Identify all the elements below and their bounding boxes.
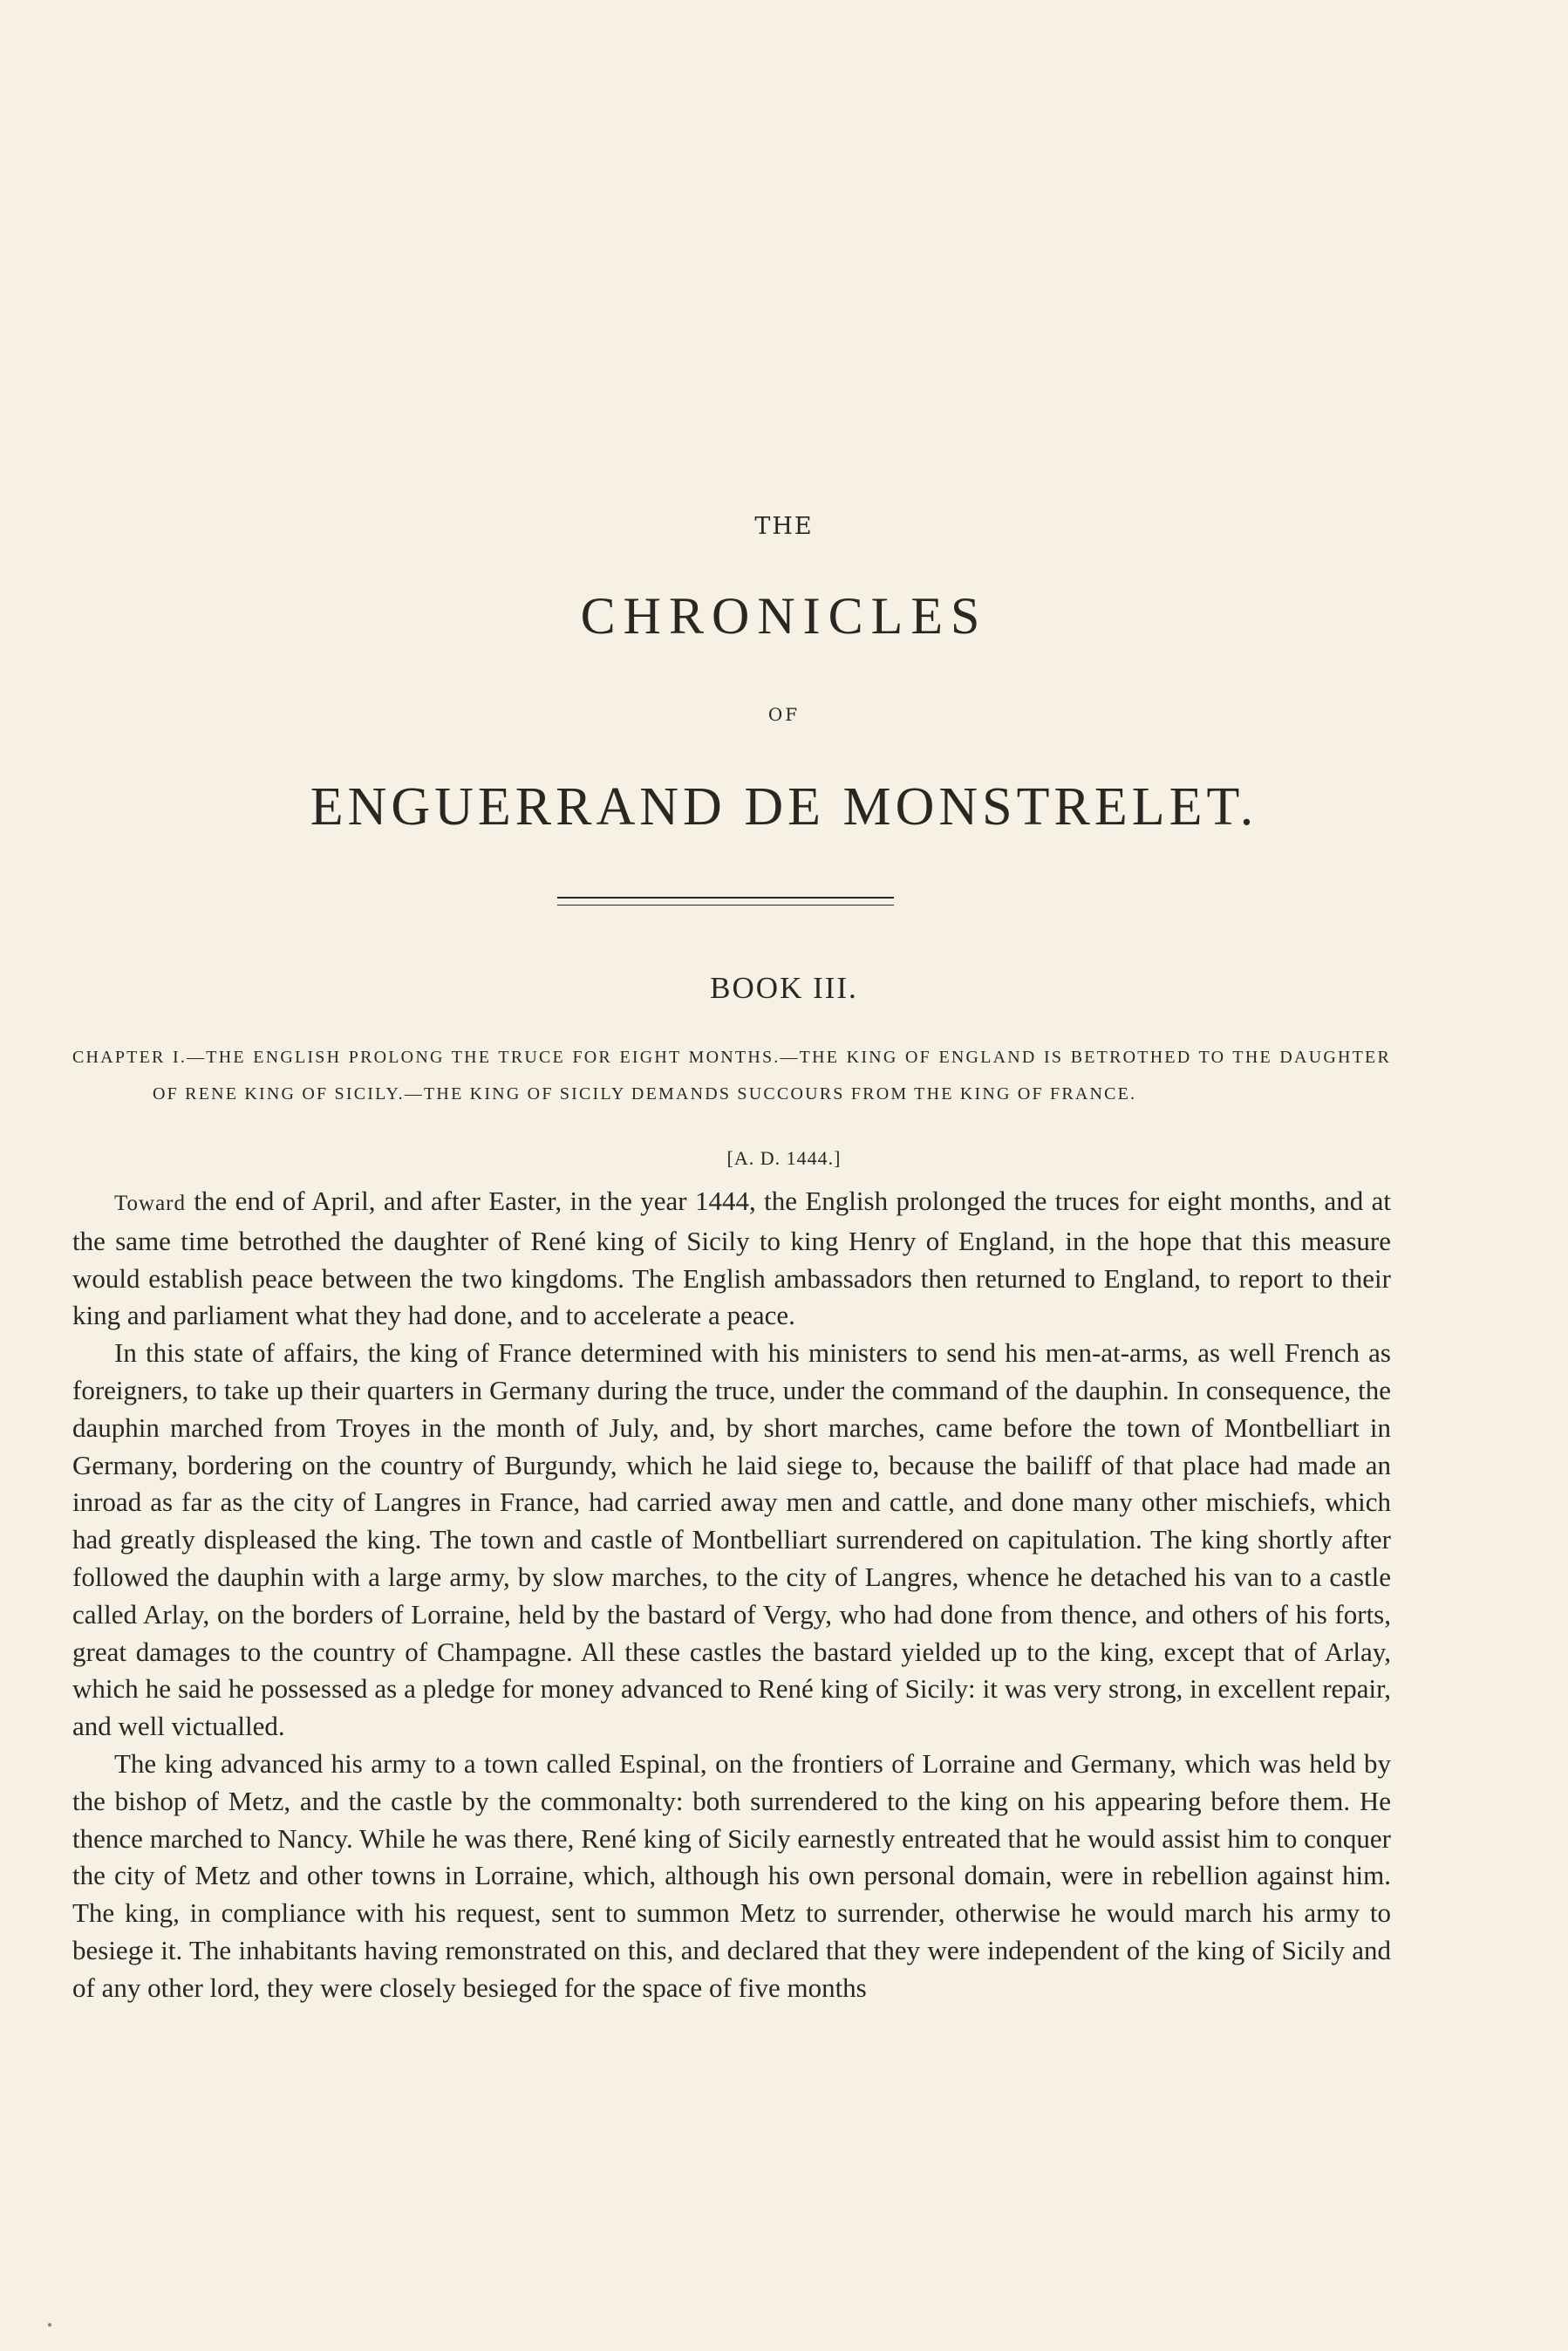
paragraph-1-rest: the end of April, and after Easter, in the year 1444, the English prolonged the truces for eight months, and at the same time betrothed the daughter of René king of Sicily to king Henry of England, in the hope that this measure would establish peace between the two kingdoms. The English ambassadors then returned to England, to report to their king and parliament what they had done, and to accelerate a peace. [72,1186,1391,1331]
paragraph-2: In this state of affairs, the king of France determined with his ministers to send his men-at-arms, as well French as foreigners, to take up their quarters in Germany during the truce, under the command of the dauphin. In consequence, the dauphin marched from Troyes in the month of July, and, by short marches, came before the town of Montbelliart in Germany, bordering on the country of Burgundy, which he laid siege to, because the bailiff of that place had made an inroad as far as the city of Langres in France, had carried away men and cattle, and done many other mischiefs, which had greatly displeased the king. The town and castle of Montbelliart surrendered on capitulation. The king shortly after followed the dauphin with a large army, by slow marches, to the city of Langres, whence he detached his van to a castle called Arlay, on the borders of Lorraine, held by the bastard of Vergy, who had done from thence, and others of his forts, great damages to the country of Champagne. All these castles the bastard yielded up to the king, except that of Arlay, which he said he possessed as a pledge for money advanced to René king of Sicily: it was very strong, in excellent repair, and well victualled. [72,1337,1391,1742]
book-heading: BOOK III. [710,971,858,1005]
body-text [72,1183,1391,2007]
title-of: OF [767,704,801,725]
title-the: THE [754,513,814,540]
chapter-heading: CHAPTER I.—THE ENGLISH PROLONG THE TRUCE FOR EIGHT MONTHS.—THE KING OF ENGLAND IS BETROTHED TO THE DAUGHTER OF RENE KING OF SICILY.—THE KING OF SICILY DEMANDS SUCCOURS FROM THE KING OF FRANCE. [72,1048,1391,1104]
paragraph-3: The king advanced his army to a town called Espinal, on the frontiers of Lorraine and Germany, which was held by the bishop of Metz, and the castle by the commonalty: both surrendered to the king on his appearing before them. He thence marched to Nancy. While he was there, René king of Sicily earnestly entreated that he would assist him to conquer the city of Metz and other towns in Lorraine, which, although his own personal domain, were in rebellion against him. The king, in compliance with his request, sent to summon Metz to surrender, otherwise he would march his army to besiege it. The inhabitants having remonstrated on this, and declared that they were independent of the king of Sicily and of any other lord, they were closely besieged for the space of five months [72,1747,1391,2003]
title-rule-thick [557,897,894,899]
paragraph-1-lead: Toward [114,1192,187,1215]
paragraph-1 [72,1183,1391,1335]
chapter-date: [A. D. 1444.] [726,1147,842,1169]
title-rule-thin [557,905,894,906]
ink-speck [48,2323,51,2327]
title-chronicles: CHRONICLES [580,587,988,645]
title-author: ENGUERRAND DE MONSTRELET. [310,777,1258,837]
